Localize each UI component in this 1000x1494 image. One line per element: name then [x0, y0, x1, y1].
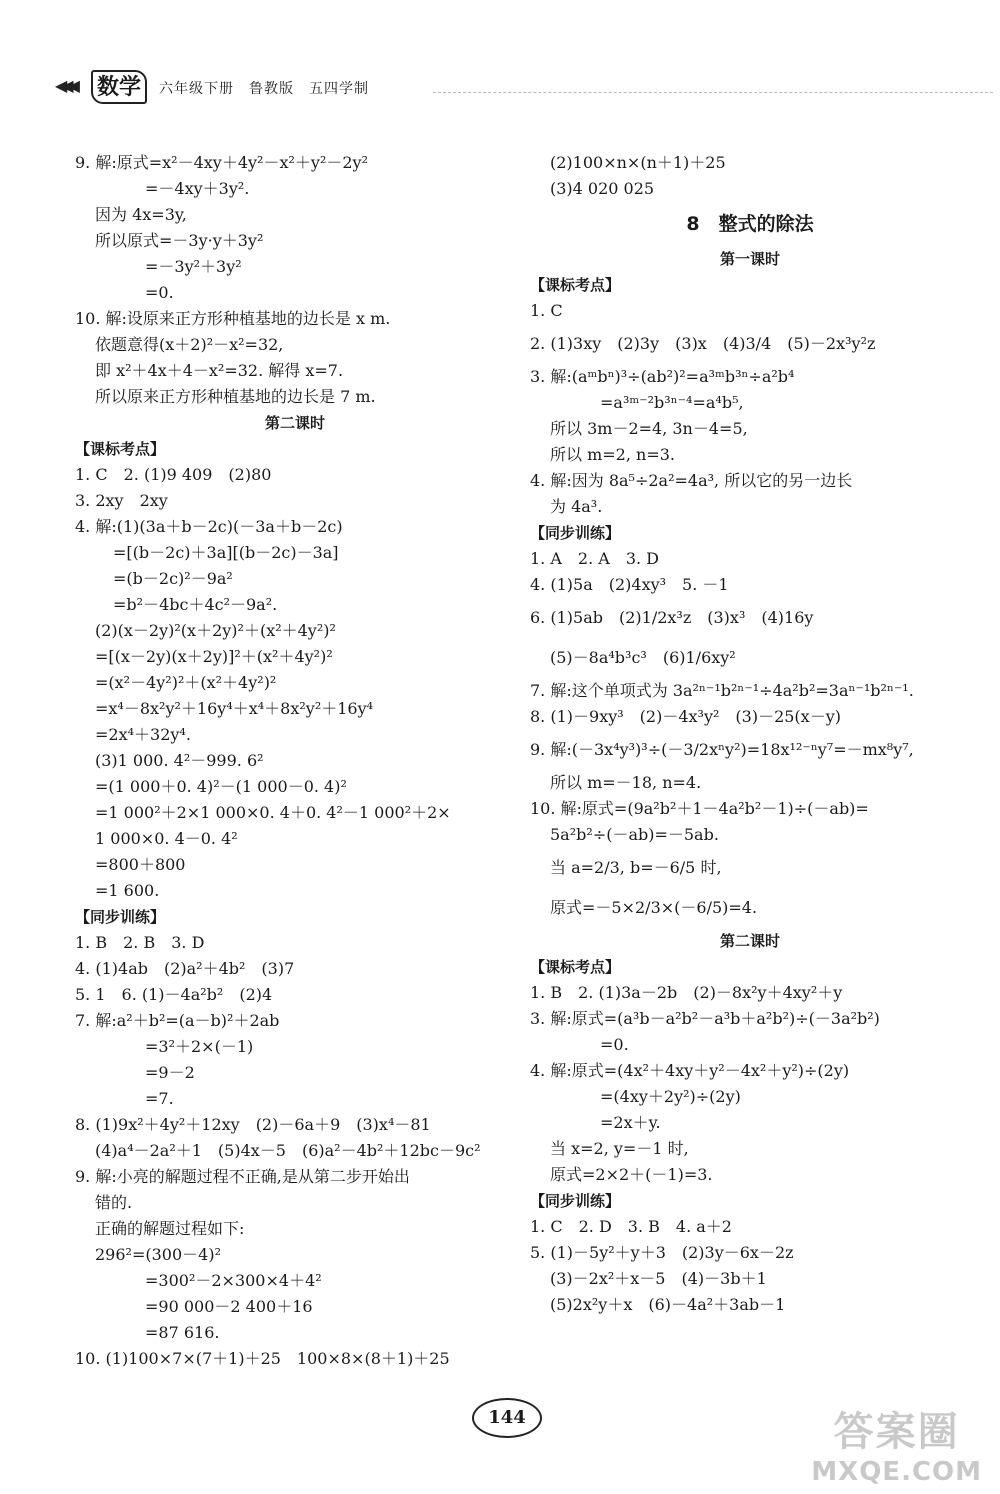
right-line: 3. 解:(aᵐbⁿ)³÷(ab²)²=a³ᵐb³ⁿ÷a²b⁴ [530, 367, 795, 386]
left-line: 1 000×0. 4－0. 4² [95, 829, 238, 848]
right-line: 5a²b²÷(－ab)=－5ab. [550, 825, 719, 844]
left-line: 错的. [95, 1193, 133, 1212]
left-line: 即 x²＋4x＋4－x²=32. 解得 x=7. [95, 361, 344, 380]
left-line: 9. 解:小亮的解题过程不正确,是从第二步开始出 [75, 1167, 410, 1186]
left-line: =2x⁴＋32y⁴. [95, 725, 191, 744]
left-line: =90 000－2 400＋16 [145, 1297, 313, 1316]
left-line: 1. C 2. (1)9 409 (2)80 [75, 465, 272, 484]
left-line: 5. 1 6. (1)－4a²b² (2)4 [75, 985, 273, 1004]
right-line: 5. (1)－5y²＋y＋3 (2)3y－6x－2z [530, 1243, 794, 1262]
right-line: 10. 解:原式=(9a²b²＋1－4a²b²－1)÷(－ab)= [530, 799, 869, 818]
left-line: 【同步训练】 [75, 908, 166, 926]
header-divider [433, 92, 993, 93]
subject-logo: 数学 [91, 70, 147, 104]
left-line: =－3y²＋3y² [145, 257, 242, 276]
left-line: 因为 4x=3y, [95, 205, 187, 224]
right-line: 原式=2×2＋(－1)=3. [550, 1165, 713, 1184]
right-line: =(4xy＋2y²)÷(2y) [600, 1087, 741, 1106]
left-line: =9－2 [145, 1063, 195, 1082]
book-info: 六年级下册 鲁教版 五四学制 [159, 81, 369, 97]
left-line: 第二课时 [264, 414, 325, 432]
right-line: 所以 m=2, n=3. [550, 445, 675, 464]
right-line: 为 4a³. [550, 497, 603, 516]
left-line: 10. 解:设原来正方形种植基地的边长是 x m. [75, 309, 391, 328]
right-column [530, 150, 970, 1318]
right-line: 【课标考点】 [530, 958, 621, 976]
left-line: =1 600. [95, 881, 160, 900]
right-line: 3. 解:原式=(a³b－a²b²－a³b＋a²b²)÷(－3a²b²) [530, 1009, 880, 1028]
left-line: =－4xy＋3y². [145, 179, 250, 198]
right-line: =0. [600, 1035, 629, 1054]
left-line: 1. B 2. B 3. D [75, 933, 205, 952]
left-line: =(b－2c)²－9a² [113, 569, 233, 588]
left-line: 296²=(300－4)² [95, 1245, 221, 1264]
right-line: (5)2x²y＋x (6)－4a²＋3ab－1 [550, 1295, 786, 1314]
right-line: 【同步训练】 [530, 1192, 621, 1210]
right-line: (2)100×n×(n＋1)＋25 [550, 153, 726, 172]
right-line: 1. A 2. A 3. D [530, 549, 659, 568]
left-line: =[(x－2y)(x＋2y)]²＋(x²＋4y²)² [95, 647, 333, 666]
left-line: 8. (1)9x²＋4y²＋12xy (2)－6a＋9 (3)x⁴－81 [75, 1115, 431, 1134]
left-line: =x⁴－8x²y²＋16y⁴＋x⁴＋8x²y²＋16y⁴ [95, 699, 374, 718]
right-line: 1. B 2. (1)3a－2b (2)－8x²y＋4xy²＋y [530, 983, 843, 1002]
watermark-logo: 答案圈 [833, 1409, 960, 1455]
left-line: =0. [145, 283, 174, 302]
left-line: =b²－4bc＋4c²－9a². [113, 595, 278, 614]
right-line: 8 整式的除法 [686, 213, 814, 235]
right-line: 当 a=2/3, b=－6/5 时, [550, 858, 722, 877]
page-number: 144 [472, 1398, 542, 1438]
right-line: 4. 解:原式=(4x²＋4xy＋y²－4x²＋y²)÷(2y) [530, 1061, 850, 1080]
left-line: =(x²－4y²)²＋(x²＋4y²)² [95, 673, 277, 692]
left-line: =3²＋2×(－1) [145, 1037, 254, 1056]
right-line: 8. (1)－9xy³ (2)－4x³y² (3)－25(x－y) [530, 707, 841, 726]
right-line: (5)－8a⁴b³c³ (6)1/6xy² [550, 648, 736, 667]
left-line: =800＋800 [95, 855, 186, 874]
left-line: =7. [145, 1089, 174, 1108]
right-line: 4. (1)5a (2)4xy³ 5. －1 [530, 575, 729, 594]
right-line: =a³ᵐ⁻²b³ⁿ⁻⁴=a⁴b⁵, [600, 393, 744, 412]
left-line: 【课标考点】 [75, 440, 166, 458]
right-line: 【课标考点】 [530, 276, 621, 294]
page-header [55, 70, 955, 106]
left-line: 9. 解:原式=x²－4xy＋4y²－x²＋y²－2y² [75, 153, 368, 172]
right-line: 【同步训练】 [530, 524, 621, 542]
right-line: (3)－2x²＋x－5 (4)－3b＋1 [550, 1269, 767, 1288]
right-line: 1. C 2. D 3. B 4. a＋2 [530, 1217, 732, 1236]
right-line: =2x＋y. [600, 1113, 661, 1132]
right-line: 2. (1)3xy (2)3y (3)x (4)3/4 (5)－2x³y²z [530, 334, 876, 353]
left-line: 4. 解:(1)(3a＋b－2c)(－3a＋b－2c) [75, 517, 343, 536]
right-line: 所以 m=－18, n=4. [550, 773, 702, 792]
right-line: 原式=－5×2/3×(－6/5)=4. [550, 898, 758, 917]
left-line: 所以原式=－3y·y＋3y² [95, 231, 264, 250]
left-line: (3)1 000. 4²－999. 6² [95, 751, 264, 770]
left-line: (2)(x－2y)²(x＋2y)²＋(x²＋4y²)² [95, 621, 336, 640]
watermark-url: MXQE.COM [811, 1457, 982, 1487]
left-line: =1 000²＋2×1 000×0. 4＋0. 4²－1 000²＋2× [95, 803, 451, 822]
right-line: 6. (1)5ab (2)1/2x³z (3)x³ (4)16y [530, 608, 814, 627]
left-line: 4. (1)4ab (2)a²＋4b² (3)7 [75, 959, 295, 978]
left-line: 正确的解题过程如下: [95, 1219, 245, 1238]
left-line: 7. 解:a²＋b²=(a－b)²＋2ab [75, 1011, 280, 1030]
left-line: =300²－2×300×4＋4² [145, 1271, 322, 1290]
right-line: 第二课时 [719, 932, 780, 950]
header-arrow-icon: ◀◀◀ [55, 76, 74, 95]
left-line: =87 616. [145, 1323, 220, 1342]
right-line: 4. 解:因为 8a⁵÷2a²=4a³, 所以它的另一边长 [530, 471, 853, 490]
right-line: 1. C [530, 301, 563, 320]
right-line: 7. 解:这个单项式为 3a²ⁿ⁻¹b²ⁿ⁻¹÷4a²b²=3aⁿ⁻¹b²ⁿ⁻¹. [530, 681, 914, 700]
right-line: (3)4 020 025 [550, 179, 655, 198]
right-line: 9. 解:(－3x⁴y³)³÷(－3/2xⁿy²)=18x¹²⁻ⁿy⁷=－mx⁸y⁷, [530, 740, 914, 759]
left-line: =(1 000＋0. 4)²－(1 000－0. 4)² [95, 777, 347, 796]
left-line: 依题意得(x＋2)²－x²=32, [95, 335, 284, 354]
left-line: (4)a⁴－2a²＋1 (5)4x－5 (6)a²－4b²＋12bc－9c² [95, 1141, 481, 1160]
watermark [811, 1400, 982, 1487]
right-line: 所以 3m－2=4, 3n－4=5, [550, 419, 748, 438]
left-line: 10. (1)100×7×(7＋1)＋25 100×8×(8＋1)＋25 [75, 1349, 450, 1368]
left-column [75, 150, 515, 1372]
left-line: 3. 2xy 2xy [75, 491, 168, 510]
left-line: 所以原来正方形种植基地的边长是 7 m. [95, 387, 376, 406]
right-line: 第一课时 [719, 250, 780, 268]
right-line: 当 x=2, y=－1 时, [550, 1139, 689, 1158]
left-line: =[(b－2c)＋3a][(b－2c)－3a] [113, 543, 339, 562]
